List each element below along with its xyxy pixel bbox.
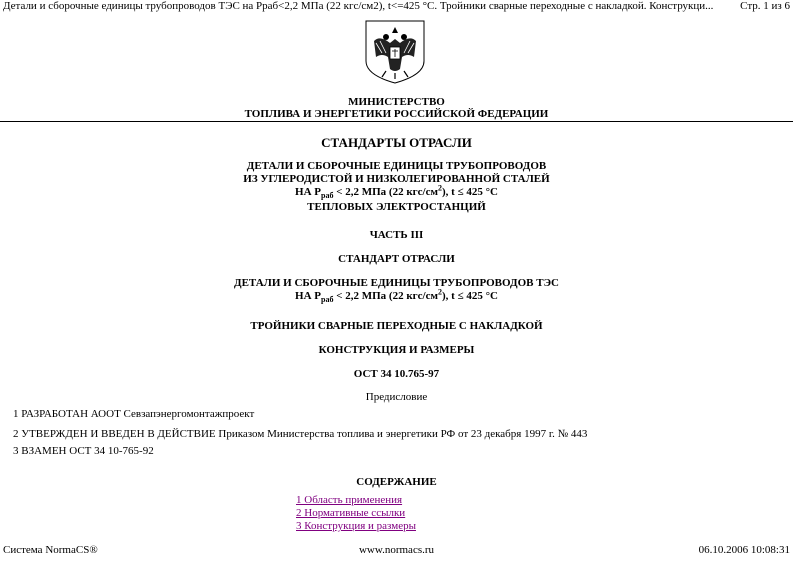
toc-link-normative-references[interactable]: 2 Нормативные ссылки [296, 507, 406, 519]
print-footer [3, 544, 790, 557]
ministry-line-2: ТОПЛИВА И ЭНЕРГЕТИКИ РОССИЙСКОЙ ФЕДЕРАЦИИ [244, 108, 549, 120]
table-of-contents [296, 494, 416, 533]
ministry-heading [0, 96, 793, 120]
title-line-2: ИЗ УГЛЕРОДИСТОЙ И НИЗКОЛЕГИРОВАННОЙ СТАЛЕЙ [243, 173, 550, 185]
part-heading: ЧАСТЬ III [369, 229, 424, 241]
header-rule [0, 121, 793, 122]
contents-heading: СОДЕРЖАНИЕ [356, 476, 437, 488]
ost-number: ОСТ 34 10.765-97 [353, 368, 440, 380]
title-block [0, 160, 793, 214]
title-line-3: НА $Р_{раб} < 2,2$ МПа (22 кгс/$см^2$), t ≤ 425 °С [295, 183, 498, 201]
preface-item-1: 1 РАЗРАБОТАН АООТ Севзапэнергомонтажпроект [13, 408, 255, 420]
standards-heading: СТАНДАРТЫ ОТРАСЛИ [321, 135, 472, 150]
page-header-title: Детали и сборочные единицы трубопроводов ТЭС на Рраб<2,2 МПа (22 кгс/см2), t<=425 °С. Тройники сварные переходные с накладкой. Конструкци... [3, 0, 714, 12]
construction-heading: КОНСТРУКЦИЯ И РАЗМЕРЫ [318, 344, 475, 356]
subtitle-block [0, 277, 793, 303]
preface-heading: Предисловие [365, 391, 428, 403]
standard-heading: СТАНДАРТ ОТРАСЛИ [338, 253, 455, 265]
print-header [3, 0, 790, 14]
title-line-4: ТЕПЛОВЫХ ЭЛЕКТРОСТАНЦИЙ [307, 201, 486, 213]
ministry-line-1: МИНИСТЕРСТВО [348, 96, 445, 108]
tees-heading: ТРОЙНИКИ СВАРНЫЕ ПЕРЕХОДНЫЕ С НАКЛАДКОЙ [250, 320, 543, 332]
toc-link-construction-dimensions[interactable]: 3 Конструкция и размеры [296, 520, 416, 532]
toc-link-scope[interactable]: 1 Область применения [296, 494, 403, 506]
subtitle-line-2: НА $Р_{раб} < 2,2$ МПа (22 кгс/$см^2$), t ≤ 425 °С [295, 287, 498, 305]
title-line-1: ДЕТАЛИ И СБОРОЧНЫЕ ЕДИНИЦЫ ТРУБОПРОВОДОВ [246, 160, 547, 172]
page-counter: Стр. 1 из 6 [740, 0, 790, 12]
footer-timestamp: 06.10.2006 10:08:31 [698, 544, 790, 556]
footer-url: www.normacs.ru [358, 544, 435, 556]
coat-of-arms-emblem-icon [362, 17, 428, 85]
footer-system-name: Система NormaCS® [3, 544, 98, 556]
preface-item-2: 2 УТВЕРЖДЕН И ВВЕДЕН В ДЕЙСТВИЕ Приказом Министерства топлива и энергетики РФ от 23 декабря 1997 г. № 443 [13, 428, 588, 440]
preface-item-3: 3 ВЗАМЕН ОСТ 34 10-765-92 [13, 445, 154, 457]
subtitle-line-1: ДЕТАЛИ И СБОРОЧНЫЕ ЕДИНИЦЫ ТРУБОПРОВОДОВ ТЭС [234, 277, 559, 289]
